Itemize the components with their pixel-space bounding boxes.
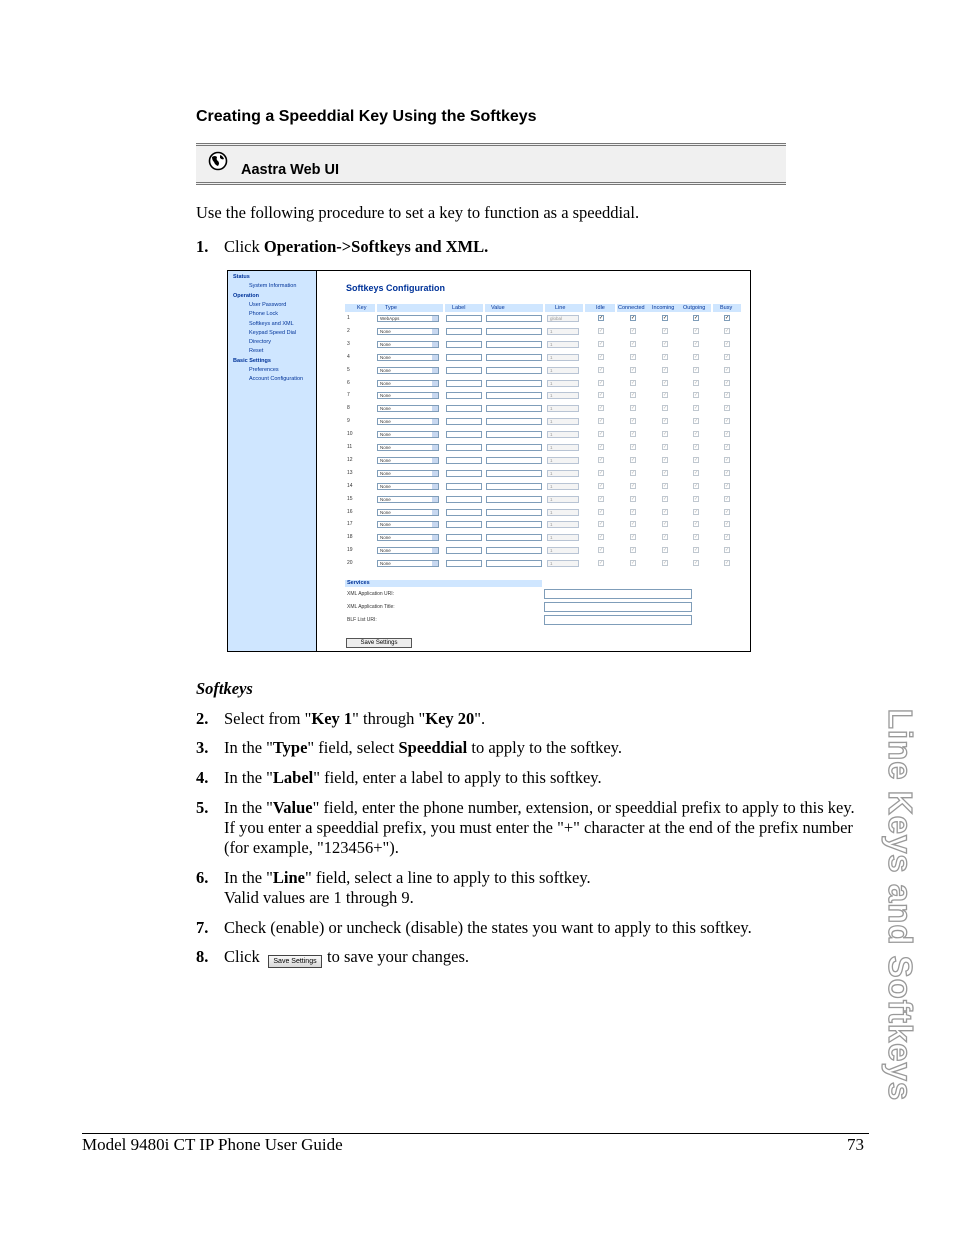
screenshot-title: Softkeys Configuration [346, 283, 446, 293]
row-state-checkbox[interactable]: ✓ [725, 509, 730, 515]
row-value-input[interactable] [486, 547, 542, 554]
row-state-checkbox[interactable]: ✓ [725, 521, 730, 527]
section-heading: Creating a Speeddial Key Using the Softkeys [196, 108, 537, 125]
col-outgoing: Outgoing [681, 304, 711, 312]
row-state-checkbox[interactable]: ✓ [599, 354, 604, 360]
row-key: 4 [347, 354, 350, 360]
row-value-input[interactable] [486, 457, 542, 464]
row-key: 10 [347, 431, 353, 437]
row-label-input[interactable] [446, 341, 482, 348]
row-type-select[interactable]: None [377, 496, 439, 503]
col-incoming: Incoming [651, 304, 681, 312]
row-state-checkbox[interactable]: ✓ [694, 444, 699, 450]
row-state-checkbox[interactable]: ✓ [725, 470, 730, 476]
row-value-input[interactable] [486, 560, 542, 567]
row-state-checkbox[interactable]: ✓ [631, 392, 636, 398]
row-label-input[interactable] [446, 380, 482, 387]
row-key: 14 [347, 483, 353, 489]
step-number: 8. [196, 947, 209, 966]
step-text: " field, enter the phone number, extension, or speeddial prefix to apply to this key. If you enter a speeddial prefix, you must enter the "+" character at the end of the prefix number (for example, "123456+"). [224, 798, 855, 857]
step-text: In the " [224, 868, 273, 887]
row-key: 2 [347, 328, 350, 334]
col-busy: Busy [713, 304, 741, 312]
row-state-checkbox[interactable]: ✓ [599, 560, 604, 566]
nav-reset: Reset [249, 348, 264, 354]
row-label-input[interactable] [446, 315, 482, 322]
row-line-select[interactable]: 1 [547, 328, 579, 335]
row-label-input[interactable] [446, 328, 482, 335]
row-state-checkbox[interactable]: ✓ [599, 392, 604, 398]
figure-caption: Softkeys [196, 679, 253, 698]
row-state-checkbox[interactable]: ✓ [663, 470, 668, 476]
row-state-checkbox[interactable]: ✓ [631, 354, 636, 360]
row-state-checkbox[interactable]: ✓ [631, 534, 636, 540]
row-state-checkbox[interactable]: ✓ [631, 315, 636, 321]
row-state-checkbox[interactable]: ✓ [725, 315, 730, 321]
row-state-checkbox[interactable]: ✓ [599, 367, 604, 373]
col-type: Type [377, 304, 443, 312]
row-state-checkbox[interactable]: ✓ [725, 457, 730, 463]
row-label-input[interactable] [446, 405, 482, 412]
row-state-checkbox[interactable]: ✓ [663, 354, 668, 360]
row-type-select[interactable]: None [377, 392, 439, 399]
row-line-select[interactable]: 1 [547, 457, 579, 464]
row-state-checkbox[interactable]: ✓ [663, 496, 668, 502]
row-state-checkbox[interactable]: ✓ [694, 496, 699, 502]
row-state-checkbox[interactable]: ✓ [663, 392, 668, 398]
row-state-checkbox[interactable]: ✓ [694, 509, 699, 515]
row-state-checkbox[interactable]: ✓ [631, 367, 636, 373]
row-line-select[interactable]: 1 [547, 470, 579, 477]
step-text: Click [224, 947, 260, 966]
row-key: 11 [347, 444, 353, 450]
row-state-checkbox[interactable]: ✓ [599, 328, 604, 334]
row-state-checkbox[interactable]: ✓ [694, 470, 699, 476]
row-state-checkbox[interactable]: ✓ [663, 547, 668, 553]
row-type-select[interactable]: None [377, 405, 439, 412]
row-state-checkbox[interactable]: ✓ [725, 547, 730, 553]
softkeys-configuration-screenshot [227, 270, 751, 652]
side-tab-label: Line Keys and Softkeys [882, 708, 919, 1102]
step-bold: Value [272, 798, 313, 817]
row-state-checkbox[interactable]: ✓ [694, 380, 699, 386]
row-state-checkbox[interactable]: ✓ [599, 509, 604, 515]
xml-app-title-label: XML Application Title: [347, 604, 395, 610]
step-text: " field, select [307, 738, 399, 757]
row-state-checkbox[interactable]: ✓ [631, 405, 636, 411]
row-type-select[interactable]: None [377, 483, 439, 490]
row-key: 3 [347, 341, 350, 347]
row-label-input[interactable] [446, 496, 482, 503]
row-key: 19 [347, 547, 353, 553]
step-number: 2. [196, 709, 209, 728]
row-value-input[interactable] [486, 534, 542, 541]
row-state-checkbox[interactable]: ✓ [631, 560, 636, 566]
row-state-checkbox[interactable]: ✓ [694, 431, 699, 437]
row-type-select[interactable]: None [377, 547, 439, 554]
row-label-input[interactable] [446, 354, 482, 361]
row-state-checkbox[interactable]: ✓ [599, 315, 604, 321]
row-value-input[interactable] [486, 418, 542, 425]
step-text: " field, enter a label to apply to this softkey. [313, 768, 602, 787]
row-state-checkbox[interactable]: ✓ [663, 560, 668, 566]
xml-app-uri-input[interactable] [544, 589, 692, 599]
row-state-checkbox[interactable]: ✓ [631, 547, 636, 553]
row-value-input[interactable] [486, 521, 542, 528]
row-key: 18 [347, 534, 353, 540]
row-state-checkbox[interactable]: ✓ [694, 483, 699, 489]
row-value-input[interactable] [486, 328, 542, 335]
row-state-checkbox[interactable]: ✓ [631, 431, 636, 437]
inline-save-settings-button[interactable]: Save Settings [268, 955, 322, 968]
row-key: 16 [347, 509, 353, 515]
row-state-checkbox[interactable]: ✓ [725, 444, 730, 450]
row-label-input[interactable] [446, 470, 482, 477]
row-state-checkbox[interactable]: ✓ [725, 534, 730, 540]
row-state-checkbox[interactable]: ✓ [663, 483, 668, 489]
row-key: 9 [347, 418, 350, 424]
row-state-checkbox[interactable]: ✓ [694, 405, 699, 411]
row-state-checkbox[interactable]: ✓ [663, 521, 668, 527]
step-bold: Key 20 [425, 709, 475, 728]
nav-system-information: System Information [249, 283, 297, 289]
row-value-input[interactable] [486, 315, 542, 322]
step-text: In the " [224, 798, 273, 817]
col-label: Label [445, 304, 483, 312]
row-state-checkbox[interactable]: ✓ [631, 470, 636, 476]
row-state-checkbox[interactable]: ✓ [725, 341, 730, 347]
nav-status: Status [233, 274, 250, 280]
row-state-checkbox[interactable]: ✓ [663, 534, 668, 540]
row-type-select[interactable]: None [377, 431, 439, 438]
step-number: 5. [196, 798, 209, 817]
row-line-select[interactable]: 1 [547, 431, 579, 438]
row-label-input[interactable] [446, 509, 482, 516]
row-state-checkbox[interactable]: ✓ [694, 354, 699, 360]
step-bold: Type [272, 738, 308, 757]
row-value-input[interactable] [486, 392, 542, 399]
row-state-checkbox[interactable]: ✓ [694, 392, 699, 398]
nav-account-configuration: Account Configuration [249, 376, 304, 382]
page-number: 73 [847, 1135, 864, 1154]
row-state-checkbox[interactable]: ✓ [725, 392, 730, 398]
row-key: 12 [347, 457, 353, 463]
services-header: Services [345, 580, 542, 587]
row-state-checkbox[interactable]: ✓ [694, 341, 699, 347]
row-state-checkbox[interactable]: ✓ [599, 380, 604, 386]
row-value-input[interactable] [486, 496, 542, 503]
row-label-input[interactable] [446, 534, 482, 541]
row-state-checkbox[interactable]: ✓ [725, 405, 730, 411]
step-number: 1. [196, 237, 209, 256]
col-line: Line [545, 304, 583, 312]
row-type-select[interactable]: None [377, 354, 439, 361]
row-state-checkbox[interactable]: ✓ [694, 457, 699, 463]
row-state-checkbox[interactable]: ✓ [599, 418, 604, 424]
row-state-checkbox[interactable]: ✓ [663, 380, 668, 386]
row-label-input[interactable] [446, 457, 482, 464]
row-state-checkbox[interactable]: ✓ [599, 444, 604, 450]
row-state-checkbox[interactable]: ✓ [694, 521, 699, 527]
row-state-checkbox[interactable]: ✓ [694, 547, 699, 553]
row-label-input[interactable] [446, 560, 482, 567]
nav-preferences: Preferences [249, 367, 279, 373]
step-text: In the " [224, 768, 273, 787]
row-line-select[interactable]: 1 [547, 367, 579, 374]
row-state-checkbox[interactable]: ✓ [663, 367, 668, 373]
row-line-select[interactable]: 1 [547, 521, 579, 528]
row-state-checkbox[interactable]: ✓ [725, 483, 730, 489]
step-text: " field, select a line to apply to this softkey. [304, 868, 591, 887]
row-state-checkbox[interactable]: ✓ [694, 560, 699, 566]
row-type-select[interactable]: WebApps [377, 315, 439, 322]
step-number: 7. [196, 918, 209, 937]
row-state-checkbox[interactable]: ✓ [631, 483, 636, 489]
web-ui-label: Aastra Web UI [241, 162, 340, 178]
step-text: Select from " [224, 709, 312, 728]
row-key: 7 [347, 392, 350, 398]
globe-icon [208, 151, 228, 171]
row-line-select[interactable]: 1 [547, 483, 579, 490]
row-state-checkbox[interactable]: ✓ [599, 470, 604, 476]
save-settings-button[interactable]: Save Settings [346, 638, 412, 648]
row-type-select[interactable]: None [377, 560, 439, 567]
row-key: 1 [347, 315, 350, 321]
row-state-checkbox[interactable]: ✓ [694, 534, 699, 540]
row-state-checkbox[interactable]: ✓ [599, 431, 604, 437]
row-line-select[interactable]: 1 [547, 560, 579, 567]
row-state-checkbox[interactable]: ✓ [631, 457, 636, 463]
screenshot-nav [228, 271, 317, 651]
row-state-checkbox[interactable]: ✓ [663, 431, 668, 437]
row-type-select[interactable]: None [377, 367, 439, 374]
row-label-input[interactable] [446, 418, 482, 425]
xml-app-uri-label: XML Application URI: [347, 591, 395, 597]
row-state-checkbox[interactable]: ✓ [663, 509, 668, 515]
row-state-checkbox[interactable]: ✓ [663, 405, 668, 411]
col-idle: Idle [585, 304, 615, 312]
row-state-checkbox[interactable]: ✓ [663, 341, 668, 347]
row-value-input[interactable] [486, 483, 542, 490]
row-type-select[interactable]: None [377, 380, 439, 387]
step-text: " through " [352, 709, 426, 728]
blf-list-uri-label: BLF List URI: [347, 617, 377, 623]
row-key: 13 [347, 470, 353, 476]
row-state-checkbox[interactable]: ✓ [599, 405, 604, 411]
row-key: 8 [347, 405, 350, 411]
row-type-select[interactable]: None [377, 521, 439, 528]
nav-operation: Operation [233, 293, 259, 299]
step-number: 3. [196, 738, 209, 757]
row-line-select[interactable]: 1 [547, 341, 579, 348]
footer-title: Model 9480i CT IP Phone User Guide [82, 1135, 343, 1154]
row-state-checkbox[interactable]: ✓ [725, 380, 730, 386]
row-value-input[interactable] [486, 444, 542, 451]
xml-app-title-input[interactable] [544, 602, 692, 612]
row-label-input[interactable] [446, 444, 482, 451]
step-bold: Speeddial [398, 738, 468, 757]
row-line-select[interactable]: 1 [547, 496, 579, 503]
row-state-checkbox[interactable]: ✓ [631, 328, 636, 334]
row-type-select[interactable]: None [377, 509, 439, 516]
row-label-input[interactable] [446, 521, 482, 528]
row-line-select[interactable]: 1 [547, 380, 579, 387]
row-state-checkbox[interactable]: ✓ [599, 483, 604, 489]
row-value-input[interactable] [486, 380, 542, 387]
row-key: 15 [347, 496, 353, 502]
blf-list-uri-input[interactable] [544, 615, 692, 625]
row-state-checkbox[interactable]: ✓ [631, 521, 636, 527]
step-bold: Label [272, 768, 314, 787]
row-state-checkbox[interactable]: ✓ [599, 457, 604, 463]
row-value-input[interactable] [486, 341, 542, 348]
nav-keypad-speed-dial: Keypad Speed Dial [249, 330, 297, 336]
row-state-checkbox[interactable]: ✓ [694, 367, 699, 373]
footer-rule [82, 1133, 869, 1134]
row-state-checkbox[interactable]: ✓ [631, 418, 636, 424]
row-state-checkbox[interactable]: ✓ [694, 315, 699, 321]
row-line-select[interactable]: 1 [547, 534, 579, 541]
step-text: ". [474, 709, 486, 728]
row-state-checkbox[interactable]: ✓ [725, 418, 730, 424]
row-state-checkbox[interactable]: ✓ [599, 534, 604, 540]
step-text: Click [224, 237, 264, 256]
row-label-input[interactable] [446, 431, 482, 438]
row-line-select[interactable]: 1 [547, 418, 579, 425]
row-state-checkbox[interactable]: ✓ [599, 496, 604, 502]
row-state-checkbox[interactable]: ✓ [631, 380, 636, 386]
row-state-checkbox[interactable]: ✓ [631, 341, 636, 347]
web-ui-banner [196, 143, 786, 185]
row-state-checkbox[interactable]: ✓ [631, 509, 636, 515]
row-label-input[interactable] [446, 367, 482, 374]
row-key: 20 [347, 560, 353, 566]
row-state-checkbox[interactable]: ✓ [663, 315, 668, 321]
row-state-checkbox[interactable]: ✓ [631, 496, 636, 502]
row-line-select[interactable]: 1 [547, 405, 579, 412]
row-state-checkbox[interactable]: ✓ [725, 496, 730, 502]
nav-basic-settings: Basic Settings [233, 358, 271, 364]
row-state-checkbox[interactable]: ✓ [663, 418, 668, 424]
row-state-checkbox[interactable]: ✓ [599, 521, 604, 527]
row-state-checkbox[interactable]: ✓ [663, 328, 668, 334]
row-line-select[interactable]: 1 [547, 392, 579, 399]
row-type-select[interactable]: None [377, 418, 439, 425]
intro-text: Use the following procedure to set a key to function as a speeddial. [196, 203, 640, 222]
row-value-input[interactable] [486, 405, 542, 412]
step-bold: Line [272, 868, 305, 887]
row-state-checkbox[interactable]: ✓ [725, 367, 730, 373]
row-value-input[interactable] [486, 354, 542, 361]
side-tab [880, 700, 920, 1110]
nav-softkeys-xml: Softkeys and XML [249, 321, 294, 327]
step-number: 4. [196, 768, 209, 787]
nav-user-password: User Password [249, 302, 287, 308]
row-state-checkbox[interactable]: ✓ [599, 547, 604, 553]
row-state-checkbox[interactable]: ✓ [663, 457, 668, 463]
row-value-input[interactable] [486, 509, 542, 516]
row-state-checkbox[interactable]: ✓ [725, 328, 730, 334]
row-value-input[interactable] [486, 367, 542, 374]
row-type-select[interactable]: None [377, 457, 439, 464]
step-text: Valid values are 1 through 9. [224, 888, 414, 907]
row-label-input[interactable] [446, 547, 482, 554]
row-state-checkbox[interactable]: ✓ [663, 444, 668, 450]
row-value-input[interactable] [486, 431, 542, 438]
row-state-checkbox[interactable]: ✓ [631, 444, 636, 450]
nav-phone-lock: Phone Lock [249, 311, 279, 317]
step-bold: Key 1 [311, 709, 353, 728]
step-text: to save your changes. [327, 947, 470, 966]
row-state-checkbox[interactable]: ✓ [725, 354, 730, 360]
row-state-checkbox[interactable]: ✓ [725, 431, 730, 437]
row-type-select[interactable]: None [377, 444, 439, 451]
step-bold: Operation->Softkeys and XML. [263, 237, 489, 256]
row-type-select[interactable]: None [377, 341, 439, 348]
row-type-select[interactable]: None [377, 328, 439, 335]
row-key: 17 [347, 521, 353, 527]
row-line-select[interactable]: global [547, 315, 579, 322]
row-label-input[interactable] [446, 392, 482, 399]
row-label-input[interactable] [446, 483, 482, 490]
row-line-select[interactable]: 1 [547, 547, 579, 554]
step-text: In the " [224, 738, 273, 757]
row-line-select[interactable]: 1 [547, 354, 579, 361]
col-connected: Connected [617, 304, 651, 312]
col-value: Value [485, 304, 543, 312]
col-key: Key [345, 304, 375, 312]
row-line-select[interactable]: 1 [547, 444, 579, 451]
row-state-checkbox[interactable]: ✓ [694, 418, 699, 424]
row-key: 5 [347, 367, 350, 373]
row-state-checkbox[interactable]: ✓ [725, 560, 730, 566]
step-text: Check (enable) or uncheck (disable) the states you want to apply to this softkey. [224, 918, 752, 937]
step-number: 6. [196, 868, 209, 887]
row-state-checkbox[interactable]: ✓ [599, 341, 604, 347]
row-type-select[interactable]: None [377, 534, 439, 541]
row-state-checkbox[interactable]: ✓ [694, 328, 699, 334]
row-type-select[interactable]: None [377, 470, 439, 477]
row-key: 6 [347, 380, 350, 386]
nav-directory: Directory [249, 339, 272, 345]
row-value-input[interactable] [486, 470, 542, 477]
row-line-select[interactable]: 1 [547, 509, 579, 516]
step-text: to apply to the softkey. [467, 738, 622, 757]
